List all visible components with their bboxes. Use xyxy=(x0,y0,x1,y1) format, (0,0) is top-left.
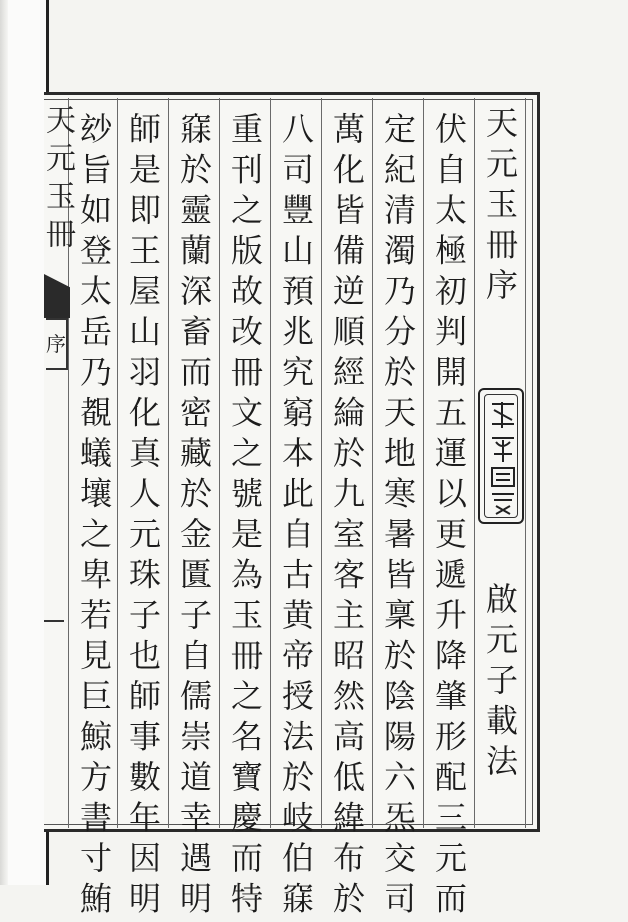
column-text: 伏自太極初判開五運以更遞升降肇形配三元而 xyxy=(430,112,468,922)
column-rule xyxy=(372,98,373,828)
seal-glyphs-icon xyxy=(480,390,526,526)
page-title: 天元玉冊序 xyxy=(481,106,519,309)
column-text: 𥧌於靈蘭深畜而密藏於金匱子自儒崇道幸遇明 xyxy=(175,112,213,922)
text-column-1 xyxy=(427,112,471,922)
column-text: 定紀清濁乃分於天地寒暑皆稟於陰陽六炁交司 xyxy=(379,112,417,922)
text-column-4 xyxy=(274,112,318,922)
text-column-2 xyxy=(376,112,420,922)
text-column-8 xyxy=(72,112,116,922)
author-line: 啟元子載法 xyxy=(481,582,519,785)
gutter-shadow xyxy=(0,0,8,885)
text-column-6 xyxy=(172,112,216,922)
column-rule xyxy=(117,98,118,828)
edge-tick xyxy=(44,620,64,622)
seal-stamp xyxy=(478,388,524,524)
column-rule xyxy=(270,98,271,828)
text-column-7 xyxy=(121,112,165,922)
text-column-3 xyxy=(325,112,369,922)
column-text: 八司豐山預兆究窮本此自古黄帝授法於岐伯𥧌 xyxy=(277,112,315,922)
author-column xyxy=(478,582,522,785)
edge-title-fragment: 天元玉冊 xyxy=(40,104,75,256)
column-rule xyxy=(168,98,169,828)
text-column-5 xyxy=(223,112,267,922)
column-rule xyxy=(423,98,424,828)
column-text: 師是即王屋山羽化真人元珠子也師事數年因明 xyxy=(124,112,162,922)
title-column xyxy=(478,106,522,309)
column-rule xyxy=(321,98,322,828)
column-rule xyxy=(219,98,220,828)
column-text: 玅旨如登太岳乃覩蟻壤之卑若見巨鯨方書寸鮪 xyxy=(75,112,113,922)
edge-section-label: 序 xyxy=(46,318,68,370)
column-text: 重刊之版故改冊文之號是為玉冊之名寶慶而特 xyxy=(226,112,264,922)
column-rule xyxy=(474,98,475,828)
column-text: 萬化皆備逆順經綸於九室客主昭然高低緯布於 xyxy=(328,112,366,922)
